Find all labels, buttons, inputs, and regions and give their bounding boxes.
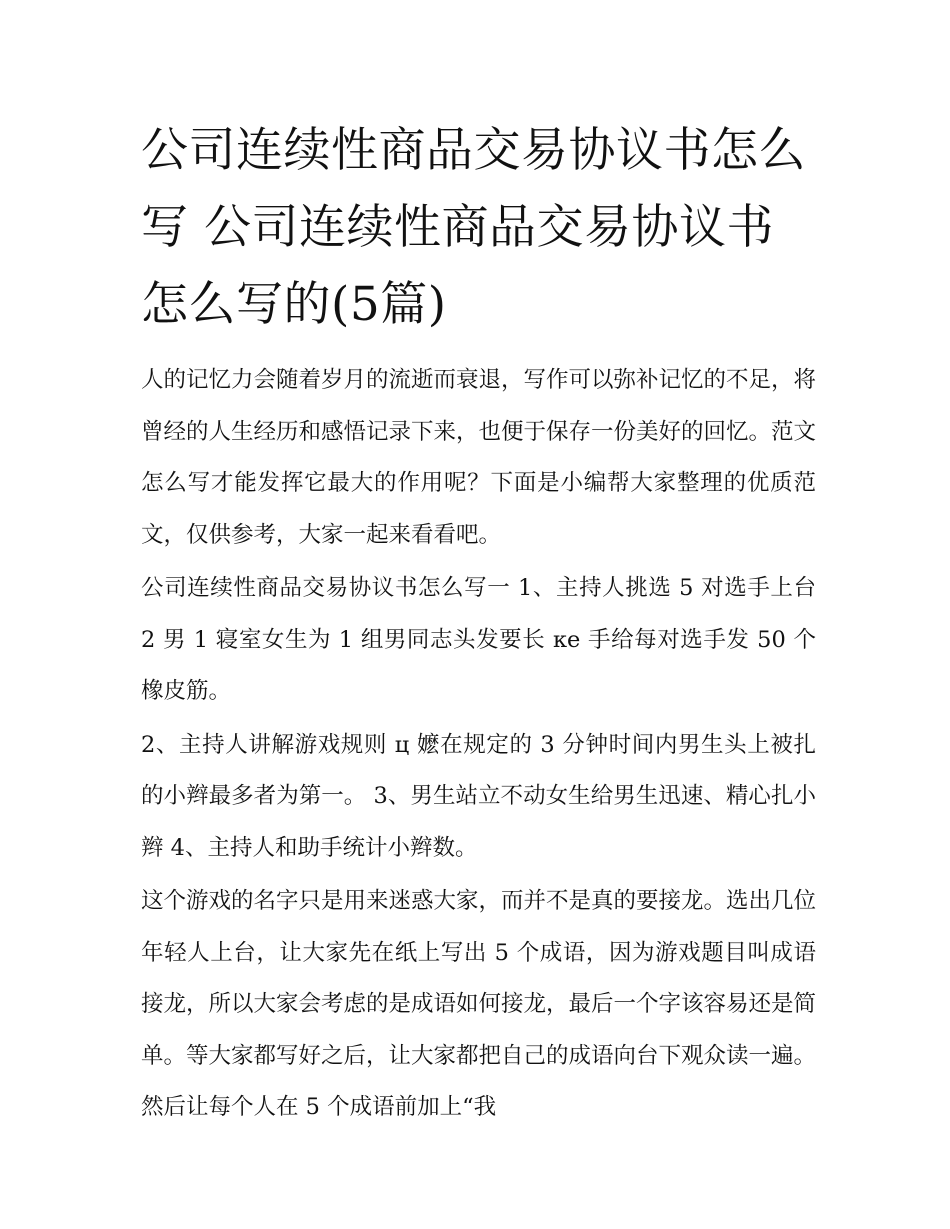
body-paragraph: 这个游戏的名字只是用来迷惑大家，而并不是真的要接龙。选出几位年轻人上台，让大家先在纸上写出 5 个成语，因为游戏题目叫成语接龙，所以大家会考虑的是成语如何接龙，最后一个字该容易还是简单。等大家都写好之后，让大家都把自己的成语向台下观众读一遍。然后让每个人在 5 个成语前加上“我 (141, 888, 817, 1120)
intro-paragraph: 人的记忆力会随着岁月的流逝而衰退，写作可以弥补记忆的不足，将曾经的人生经历和感悟记录下来，也便于保存一份美好的回忆。范文怎么写才能发挥它最大的作用呢？下面是小编帮大家整理的优质范文，仅供参考，大家一起来看看吧。 (141, 367, 817, 548)
document-title: 公司连续性商品交易协议书怎么写 公司连续性商品交易协议书怎么写的(5篇) (141, 123, 806, 332)
document-page (141, 112, 816, 1134)
body-paragraph: 公司连续性商品交易协议书怎么写一 1、主持人挑选 5 对选手上台 2 男 1 寝室女生为 1 组男同志头发要长 κe 手给每对选手发 50 个橡皮筋。 (141, 575, 816, 704)
body-paragraph: 2、主持人讲解游戏规则 ц 嬷在规定的 3 分钟时间内男生头上被扎的小辫最多者为第一。 3、男生站立不动女生给男生迅速、精心扎小辫 4、主持人和助手统计小辫数。 (141, 731, 816, 861)
